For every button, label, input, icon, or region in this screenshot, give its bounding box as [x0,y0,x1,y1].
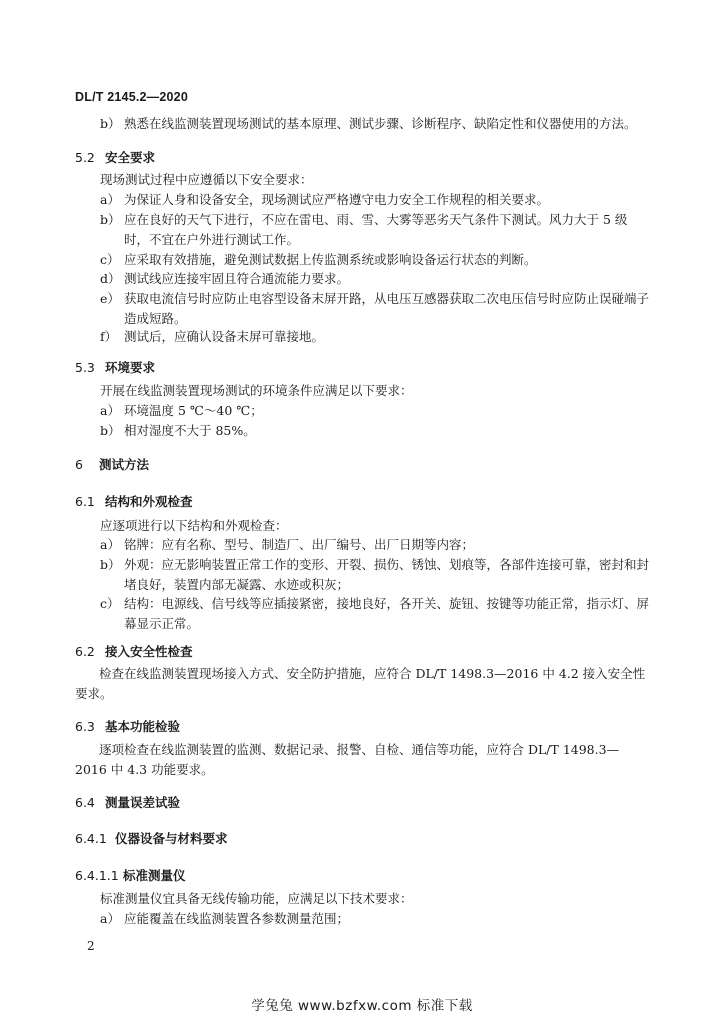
standard-code-header: DL/T 2145.2—2020 [75,90,188,104]
section-number: 6.4.1 [75,831,107,846]
section-number: 6 [75,457,83,472]
item-text: 测试线应连接牢固且符合通流能力要求。 [124,271,350,286]
item-marker: f） [100,329,118,344]
section-title: 基本功能检验 [105,719,181,734]
list-item [100,190,650,210]
list-item [100,555,650,595]
list-item [100,401,650,421]
section-heading-5-2 [75,148,155,166]
item-text: 铭牌：应有名称、型号、制造厂、出厂编号、出厂日期等内容； [124,537,475,552]
section-heading-6-3 [75,717,180,735]
item-text: 外观：应无影响装置正常工作的变形、开裂、损伤、锈蚀、划痕等，各部件连接可靠，密封和封堵良好，装置内部无凝露、水迹或积灰； [124,557,650,592]
item-text: 相对湿度不大于 85%。 [124,423,256,438]
item-text: 为保证人身和设备安全，现场测试应严格遵守电力安全工作规程的相关要求。 [124,192,550,207]
section-title: 环境要求 [105,360,156,375]
section-title: 安全要求 [105,150,156,165]
item-marker: b） [100,557,121,572]
section-heading-6-1 [75,492,193,510]
section-number: 6.4 [75,795,95,810]
item-text: 环境温度 5 ℃～40 ℃； [124,403,263,418]
paragraph: 检查在线监测装置现场接入方式、安全防护措施，应符合 DL/T 1498.3—2016 中 4.2 接入安全性要求。 [75,666,646,701]
page-number: 2 [87,939,95,953]
section-number: 6.1 [75,494,95,509]
item-marker: b） [100,423,121,438]
section-title: 测试方法 [99,457,150,472]
section-number: 6.4.1.1 [75,868,119,883]
list-item [100,289,650,329]
item-text: 应采取有效措施，避免测试数据上传监测系统或影响设备运行状态的判断。 [124,252,537,267]
item-marker: a） [100,911,120,926]
section-number: 5.3 [75,360,95,375]
section-heading-6-4-1-1 [75,866,186,884]
list-item [100,421,650,441]
paragraph: 现场测试过程中应遵循以下安全要求： [100,172,313,187]
section-title: 标准测量仪 [123,868,186,883]
footer-watermark: 学兔兔 www.bzfxw.com 标准下载 [251,998,473,1014]
section-heading-6-2 [75,642,193,660]
item-marker: a） [100,537,120,552]
list-item [100,909,650,929]
section-title: 仪器设备与材料要求 [115,831,228,846]
list-item [100,535,650,555]
item-marker: e） [100,291,120,306]
item-marker: a） [100,403,120,418]
section-heading-6-4-1 [75,829,228,847]
section-heading-6-4 [75,793,180,811]
item-text: 测试后，应确认设备末屏可靠接地。 [124,329,325,344]
item-marker: b） [100,116,121,131]
list-item [100,250,650,270]
item-marker: a） [100,192,120,207]
item-marker: c） [100,252,120,267]
section-title: 结构和外观检查 [105,494,193,509]
section-number: 5.2 [75,150,95,165]
item-text: 应在良好的天气下进行，不应在雷电、雨、雪、大雾等恶劣天气条件下测试。风力大于 5 级时，不宜在户外进行测试工作。 [124,212,628,247]
item-text: 熟悉在线监测装置现场测试的基本原理、测试步骤、诊断程序、缺陷定性和仪器使用的方法。 [124,116,637,131]
paragraph: 应逐项进行以下结构和外观检查： [100,518,288,533]
item-marker: d） [100,271,121,286]
item-text: 获取电流信号时应防止电容型设备末屏开路，从电压互感器获取二次电压信号时应防止误碰端子造成短路。 [124,291,650,326]
paragraph: 逐项检查在线监测装置的监测、数据记录、报警、自检、通信等功能，应符合 DL/T 1498.3—2016 中 4.3 功能要求。 [75,742,620,777]
item-marker: c） [100,596,120,611]
list-item [100,269,650,289]
paragraph: 标准测量仪宜具备无线传输功能，应满足以下技术要求： [100,891,413,906]
section-heading-6 [75,455,149,473]
item-marker: b） [100,212,121,227]
section-heading-5-3 [75,358,155,376]
item-text: 结构：电源线、信号线等应插接紧密，接地良好，各开关、旋钮、按键等功能正常，指示灯、屏幕显示正常。 [124,596,650,631]
section-title: 接入安全性检查 [105,644,193,659]
item-text: 应能覆盖在线监测装置各参数测量范围； [124,911,350,926]
list-item [100,114,650,134]
paragraph: 开展在线监测装置现场测试的环境条件应满足以下要求： [100,383,413,398]
section-number: 6.3 [75,719,95,734]
section-title: 测量误差试验 [105,795,181,810]
list-item [100,327,650,347]
list-item [100,210,650,250]
section-number: 6.2 [75,644,95,659]
list-item [100,594,650,634]
